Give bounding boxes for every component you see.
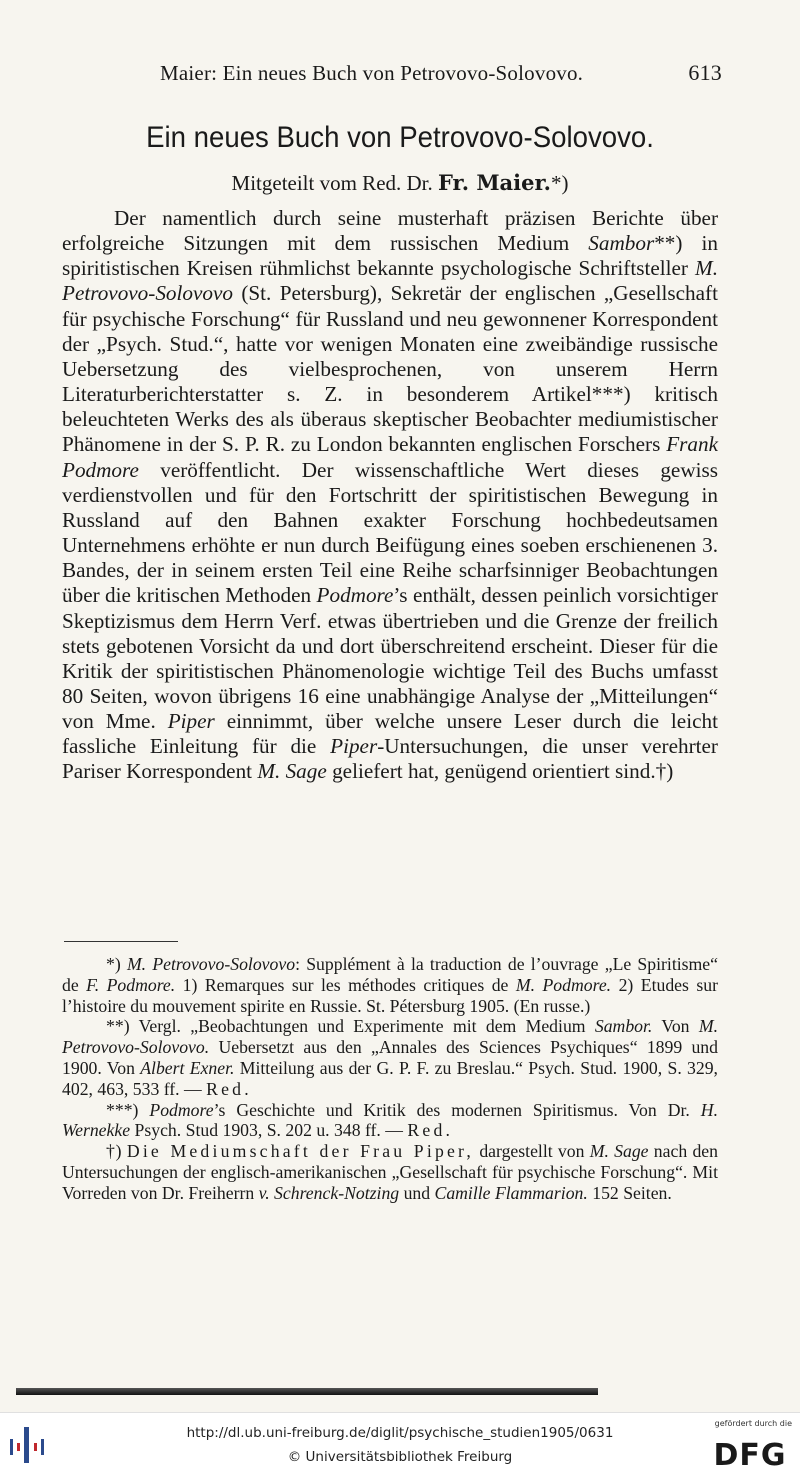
- footnote-italic: H. Wernekke: [62, 1099, 718, 1141]
- article-body: [62, 206, 718, 785]
- footnote-text: : Supplément à la traduction de l’ouvrage „Le Spiritisme“ de: [62, 954, 719, 995]
- editor-mark: Red.: [206, 1078, 252, 1099]
- footnote-italic: Podmore: [149, 1099, 214, 1120]
- dfg-logo: [708, 1419, 792, 1469]
- footnote-2: [62, 1016, 718, 1099]
- body-italic-name: Podmore: [316, 583, 394, 608]
- footnote-text: und: [399, 1182, 435, 1203]
- dfg-logo-text: DFG: [713, 1438, 787, 1469]
- footnote-text: Uebersetzt aus den „Annales des Sciences Psychiques“ 1899 und 1900. Von: [62, 1037, 718, 1078]
- footnote-italic: M. Podmore.: [515, 974, 612, 995]
- body-italic-name: Piper: [167, 709, 215, 734]
- footnote-italic: F. Podmore.: [86, 974, 176, 995]
- footnote-text: Psych. Stud 1903, S. 202 u. 348 ff. —: [130, 1120, 408, 1141]
- footnote-3: [62, 1100, 718, 1142]
- article-headline: Ein neues Buch von Petrovovo-Solovovo.: [146, 121, 654, 154]
- body-text-run: ’s enthält, dessen peinlich vorsichtiger Skeptizismus dem Herrn Verf. etwas übertrieben und die Grenze der freilich stets gebotenen Vorsicht da und dort überschreitend erscheint. Dieser für die Kritik der spiritistischen Phänomenologie wichtige Teil des Buchs umfasst 80 Seiten, wovon übrigens 16 eine unabhängige Analyse der „Mitteilungen“ von Mme.: [62, 583, 718, 734]
- footnote-mark: †): [106, 1141, 127, 1162]
- running-head: [150, 58, 722, 88]
- footnote-italic: v. Schrenck-Notzing: [258, 1182, 400, 1203]
- page-number: 613: [688, 60, 722, 85]
- footnote-text: ’s Geschichte und Kritik des modernen Spiritismus. Von Dr.: [213, 1099, 701, 1120]
- footnote-text: Mitteilung aus der G. P. F. zu Breslau.“ Psych. Stud. 1900, S. 329, 402, 463, 533 ff. —: [62, 1057, 718, 1099]
- editor-mark: Red.: [407, 1120, 454, 1141]
- footnote-4: [62, 1141, 718, 1203]
- footnote-italic: Sambor.: [594, 1016, 653, 1037]
- byline: [0, 168, 800, 198]
- footnote-mark: *): [106, 954, 127, 974]
- body-text-run: veröffentlicht. Der wissenschaftliche Wert dieses gewiss verdienstvollen und für den Fortschritt der spiritistischen Bewegung in Russland auf den Bahnen exakter Forschung hochbedeutsamen Unternehmens erhöhte er nun durch Beifügung eines soeben erschienenen 3. Bandes, der in seinem ersten Teil eine Reihe scharfsinniger Beobachtungen über die kritischen Methoden: [62, 457, 718, 608]
- dfg-logo-icon: [708, 1419, 792, 1469]
- footnote-italic: Albert Exner.: [140, 1057, 235, 1078]
- footnote-italic: M. Sage: [589, 1141, 649, 1162]
- body-italic-name: Piper: [330, 734, 378, 759]
- footnote-italic: M. Petrovovo-Solovovo.: [62, 1016, 718, 1058]
- body-text-run: (St. Petersburg), Sekretär der englischen „Gesellschaft für psychische Forschung“ für Russland und neu gewonnener Korrespondent der „Psych. Stud.“, hatte vor wenigen Monaten eine zweibändige russische Uebersetzung des vielbesprochenen, von unserem Herrn Literaturberichterstatter s. Z. in besonderem Artikel***) kritisch beleuchteten Werks des als überaus skeptischer Beobachter mediumistischer Phänomene in der S. P. R. zu London bekannten englischen Forschers: [62, 281, 718, 457]
- running-head-title: Maier: Ein neues Buch von Petrovovo-Solovovo.: [160, 61, 584, 85]
- dfg-supported-label: gefördert durch die: [714, 1419, 792, 1428]
- body-italic-name: M. Petrovovo-Solovovo: [62, 256, 718, 306]
- footnote-1: [62, 954, 718, 1016]
- footnote-text: dargestellt von: [474, 1141, 590, 1162]
- body-text-run: geliefert hat, genügend orientiert sind.†): [326, 759, 674, 784]
- footnote-divider: [64, 941, 178, 942]
- body-text-run: einnimmt, über welche unsere Leser durch die leicht fassliche Einleitung für die: [62, 709, 718, 759]
- byline-footnote-mark: *): [550, 171, 569, 195]
- body-text-run: Der namentlich durch seine musterhaft präzisen Berichte über erfolgreiche Sitzungen mit dem russischen Medium: [62, 206, 718, 256]
- footnote-text: 2) Etudes sur l’histoire du mouvement spirite en Russie. St. Pétersburg 1905. (En russe.): [62, 974, 718, 1016]
- footnote-italic: Camille Flammarion.: [434, 1182, 588, 1203]
- scan-edge-bar: [16, 1388, 598, 1395]
- copyright-notice: © Universitätsbibliothek Freiburg: [287, 1449, 513, 1465]
- footnote-text: Vergl. „Beobachtungen und Experimente mit dem Medium: [138, 1016, 595, 1037]
- body-italic-name: Frank Podmore: [62, 432, 718, 482]
- footnote-text: 1) Remarques sur les méthodes critiques de: [175, 974, 516, 995]
- footnote-spaced-title: Die Mediumschaft der Frau Piper,: [126, 1141, 475, 1162]
- body-italic-name: Sambor: [588, 231, 655, 256]
- viewer-footer: [0, 1412, 800, 1473]
- author-name: Fr. Maier.: [438, 170, 551, 195]
- footnotes: [62, 954, 718, 1204]
- footnote-mark: **): [106, 1016, 139, 1037]
- body-text-run: -Untersuchungen, die unser verehrter Pariser Korrespondent: [62, 734, 718, 784]
- body-text-run: **) in spiritistischen Kreisen rühmlichst bekannte psychologische Schriftsteller: [62, 231, 718, 281]
- footnote-text: nach den Untersuchungen der englisch-amerikanischen „Gesellschaft für psychische Forschung“. Mit Vorreden von Dr. Freiherrn: [62, 1141, 718, 1203]
- footnote-text: Von: [652, 1016, 699, 1037]
- footnote-mark: ***): [106, 1099, 150, 1120]
- footnote-italic: M. Petrovovo-Solovovo: [126, 954, 296, 974]
- body-paragraph: [62, 206, 718, 785]
- byline-prefix: Mitgeteilt vom Red. Dr.: [231, 171, 439, 195]
- permalink-url[interactable]: http://dl.ub.uni-freiburg.de/diglit/psychische_studien1905/0631: [186, 1425, 614, 1441]
- body-italic-name: M. Sage: [257, 759, 327, 784]
- footnote-text: 152 Seiten.: [587, 1182, 672, 1203]
